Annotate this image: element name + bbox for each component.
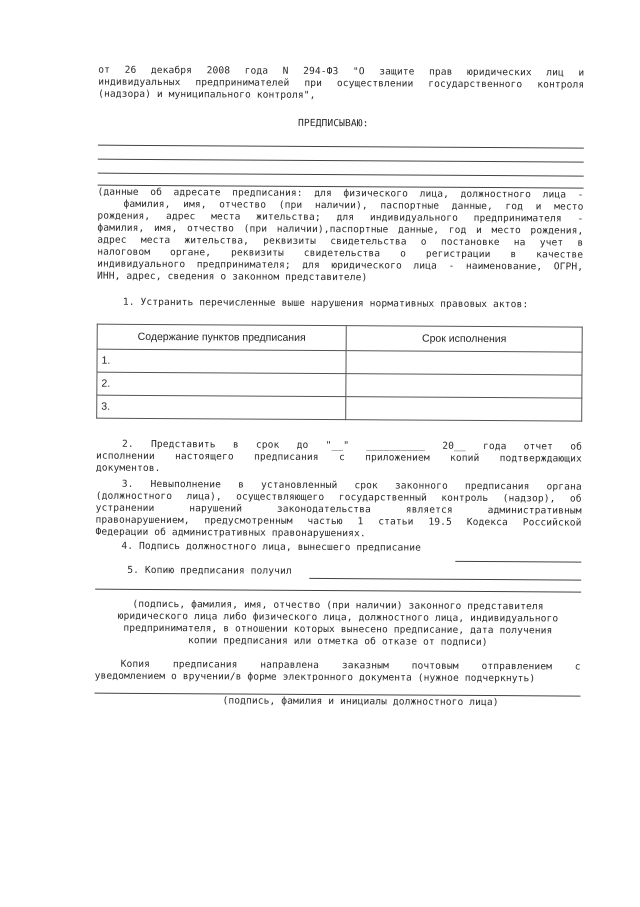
- row-deadline: [346, 351, 582, 375]
- addressee-note-line: ИНН, адрес, сведения о законном представителе): [97, 270, 368, 284]
- law-reference-line-3: (надзора) и муниципального контроля",: [98, 88, 316, 101]
- table-row: [97, 372, 582, 398]
- law-reference-line-1: от 26 декабря 2008 года N 294-ФЗ "О защите прав юридических лиц и: [98, 64, 585, 79]
- addressee-note-line: (данные об адресате предписания: для физического лица, должностного лица -: [97, 186, 584, 201]
- item-2-line: 2. Представить в срок до "__" __________ 20__ года отчет об: [121, 438, 583, 453]
- law-reference-line-2: индивидуальных предпринимателей при осуществлении государственного контроля: [98, 76, 585, 91]
- row-number: 3.: [97, 395, 346, 420]
- item-3-line: 3. Невыполнение в установленный срок законного предписания органа: [121, 478, 582, 493]
- item-3-line: правонарушением, предусмотренным частью 1 статьи 19.5 Кодекса Российской: [95, 514, 582, 529]
- item-3-line: устранении нарушений законодательства является административным: [95, 502, 582, 517]
- official-signature-note: (подпись, фамилия и инициалы должностного лица): [222, 695, 499, 709]
- item-2-line: документов.: [95, 462, 161, 475]
- blank-line: [98, 173, 584, 177]
- addressee-note-line: налоговом органе, реквизиты свидетельства о регистрации в качестве: [97, 246, 584, 261]
- item-3-line: (должностного лица), осуществляющего государственный контроль (надзор), об: [95, 490, 582, 505]
- row-deadline: [346, 397, 582, 421]
- table-row: [97, 349, 582, 375]
- official-signature-line: [455, 561, 581, 563]
- addressee-note-line: фамилия, имя, отчество (при наличии),паспортные данные, год и место рождения,: [97, 222, 584, 237]
- receiver-line: [95, 589, 581, 593]
- signature-note-line: копии предписания или отметка об отказе от подписи): [187, 635, 488, 649]
- signature-note-line: юридического лица либо физического лица, должностного лица, индивидуального: [117, 610, 559, 625]
- addressee-note-line: рождения, адрес места жительства; для индивидуального предпринимателя -: [97, 210, 584, 225]
- prescribe-title: ПРЕДПИСЫВАЮ:: [297, 117, 369, 130]
- signature-note-line: (подпись, фамилия, имя, отчество (при наличии) законного представителя: [132, 598, 544, 613]
- header-deadline: Срок исполнения: [346, 326, 582, 352]
- table-header-row: [97, 324, 582, 352]
- blank-line: [98, 145, 584, 149]
- item-5-text: 5. Копию предписания получил: [127, 564, 292, 577]
- addressee-note-line: индивидуального предпринимателя; для юридического лица - наименование, ОГРН,: [97, 258, 584, 273]
- item-3-line: Федерации об административных правонарушениях.: [95, 526, 366, 540]
- header-content: Содержание пунктов предписания: [97, 324, 346, 351]
- addressee-note-line: фамилия, имя, отчество (при наличии), паспортные данные, год и место: [123, 198, 584, 213]
- row-number: 2.: [97, 372, 346, 397]
- item-2-line: исполнении настоящего предписания с приложением копий подтверждающих: [95, 450, 582, 465]
- addressee-note-line: адрес места жительства, реквизиты свидетельства о постановке на учет в: [97, 234, 584, 249]
- prescription-table: [96, 324, 583, 422]
- signature-note-line: предпринимателя, в отношении которых вынесено предписание, дата получения: [123, 622, 553, 637]
- copy-sent-line: уведомлением о вручении/в форме электронного документа (нужное подчеркнуть): [94, 670, 536, 685]
- item-1-text: 1. Устранить перечисленные выше нарушения нормативных правовых актов:: [122, 296, 529, 311]
- item-4-text: 4. Подпись должностного лица, вынесшего предписание: [121, 540, 422, 554]
- blank-line: [98, 159, 584, 163]
- row-number: 1.: [97, 349, 346, 374]
- table-row: [97, 395, 582, 421]
- copy-sent-line: Копия предписания направлена заказным почтовым отправлением с: [120, 658, 581, 673]
- row-deadline: [346, 374, 582, 398]
- receiver-line: [309, 578, 581, 581]
